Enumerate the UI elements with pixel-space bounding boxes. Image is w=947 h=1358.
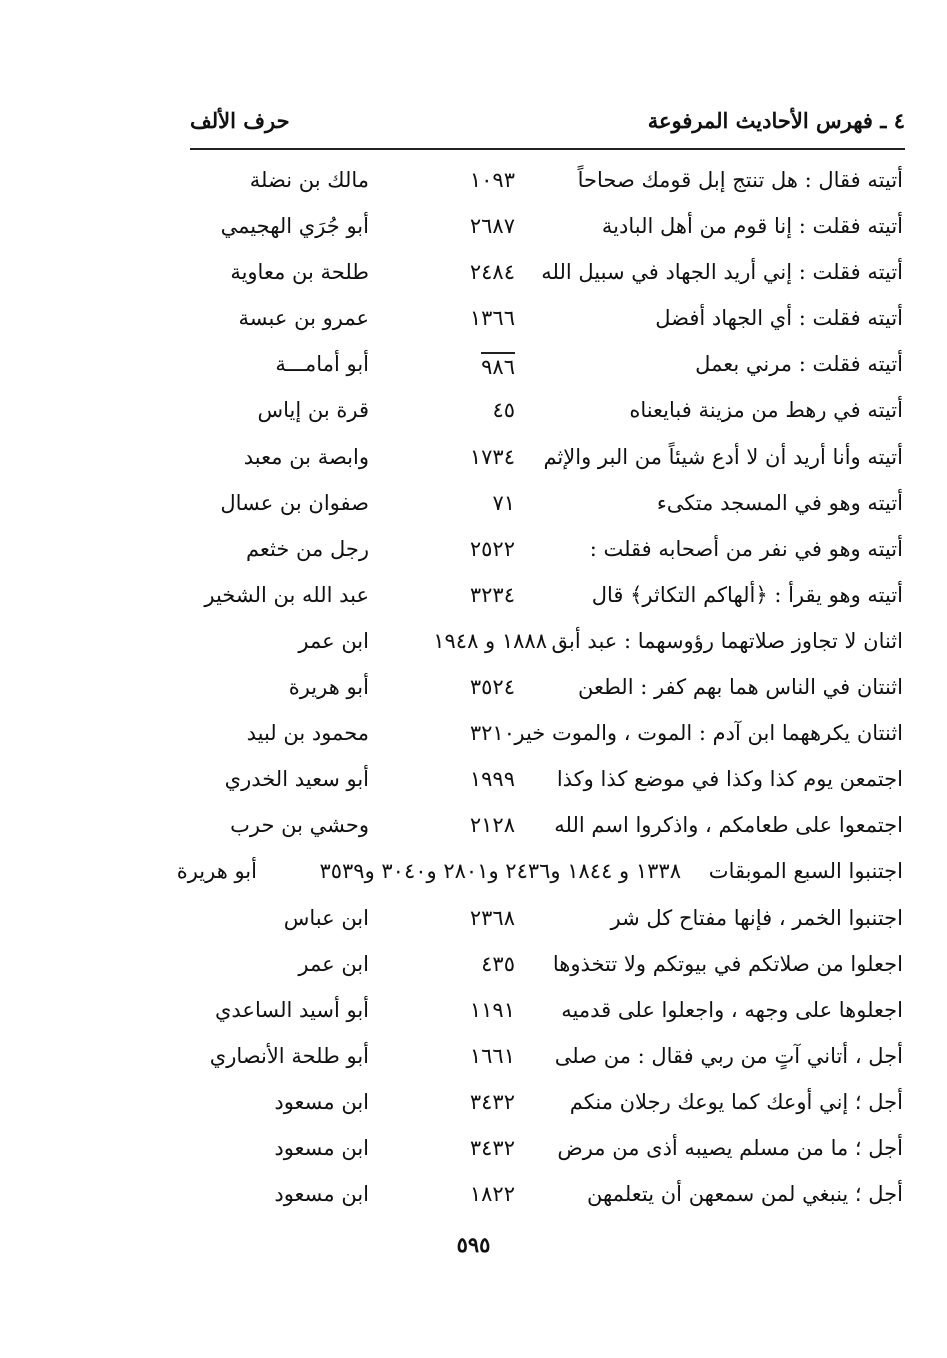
index-entry — [0, 667, 947, 713]
hadith-text: أتيته فقلت : إني أريد الجهاد في سبيل الله — [541, 260, 903, 285]
index-entry — [0, 344, 947, 390]
hadith-number: ٢٣٦٨ — [469, 905, 515, 930]
narrator: طلحة بن معاوية — [230, 260, 369, 285]
hadith-number: ١٨٨٨ و ١٩٤٨ — [433, 628, 547, 653]
narrator: ابن عباس — [283, 905, 369, 930]
narrator: أبو هريرة — [176, 859, 257, 884]
hadith-number: ٢٤٨٤ — [469, 260, 515, 285]
hadith-number: ١٩٩٩ — [469, 767, 515, 792]
narrator: ابن مسعود — [274, 1182, 369, 1207]
index-entry — [0, 298, 947, 344]
hadith-number: ٧١ — [492, 490, 515, 515]
hadith-text: أجل ؛ إني أوعك كما يوعك رجلان منكم — [569, 1089, 903, 1114]
narrator: ابن عمر — [298, 951, 369, 976]
narrator: وابصة بن معبد — [243, 444, 369, 469]
index-entry — [0, 575, 947, 621]
index-entry — [0, 1128, 947, 1174]
index-entry — [0, 160, 947, 206]
hadith-text: أتيته وهو يقرأ : ﴿ألهاكم التكاثر﴾ قال — [591, 582, 903, 607]
hadith-text: أجل ، أتاني آتٍ من ربي فقال : من صلى — [554, 1043, 903, 1068]
index-entry — [0, 390, 947, 436]
index-entry — [0, 713, 947, 759]
narrator: ابن مسعود — [274, 1135, 369, 1160]
letter-title: حرف الألف — [190, 107, 290, 133]
narrator: أبو طلحة الأنصاري — [209, 1043, 369, 1068]
hadith-text: اجتنبوا السبع الموبقات — [708, 859, 903, 884]
narrator: أبو جُرَي الهجيمي — [220, 214, 369, 239]
hadith-number: ٢٦٨٧ — [469, 214, 515, 239]
hadith-number: ١٨٢٢ — [469, 1182, 515, 1207]
hadith-text: أتيته فقال : هل تنتج إبل قومك صحاحاً — [577, 168, 903, 192]
hadith-text: أجل ؛ ما من مسلم يصيبه أذى من مرض — [557, 1135, 903, 1160]
index-entry — [0, 252, 947, 298]
narrator: صفوان بن عسال — [220, 490, 369, 515]
index-entry — [0, 206, 947, 252]
hadith-number: ١١٩١ — [469, 997, 515, 1022]
narrator: عبد الله بن الشخير — [204, 582, 369, 607]
index-entry — [0, 851, 947, 897]
index-entry — [0, 529, 947, 575]
hadith-text: أجل ؛ ينبغي لمن سمعهن أن يتعلمهن — [587, 1182, 903, 1207]
hadith-text: أتيته فقلت : إنا قوم من أهل البادية — [601, 214, 903, 239]
hadith-number: ٣٤٣٢ — [469, 1089, 515, 1114]
hadith-number: ١٣٦٦ — [469, 306, 515, 331]
hadith-number: ٢٥٢٢ — [469, 536, 515, 561]
index-entry — [0, 990, 947, 1036]
hadith-number: ٤٥ — [492, 398, 515, 423]
hadith-text: أتيته في رهط من مزينة فبايعناه — [629, 398, 903, 423]
narrator: عمرو بن عبسة — [238, 306, 369, 331]
hadith-text: اجتنبوا الخمر ، فإنها مفتاح كل شر — [610, 905, 903, 930]
section-title: ٤ ـ فهرس الأحاديث المرفوعة — [647, 107, 905, 133]
hadith-number: ١٠٩٣ — [469, 168, 515, 192]
hadith-index-list — [0, 160, 947, 1220]
hadith-text: أتيته فقلت : أي الجهاد أفضل — [655, 306, 903, 331]
page-number: ٥٩٥ — [456, 1232, 491, 1257]
hadith-number: ٢١٢٨ — [469, 813, 515, 838]
hadith-text: أتيته وهو في نفر من أصحابه فقلت : — [589, 536, 903, 561]
hadith-number: ٣٥٢٤ — [469, 675, 515, 700]
hadith-number: ٣٢٣٤ — [469, 582, 515, 607]
narrator: قرة بن إياس — [257, 398, 369, 423]
narrator: أبو أسيد الساعدي — [214, 997, 369, 1022]
hadith-text: أتيته وهو في المسجد متكىء — [656, 490, 903, 515]
header-rule — [190, 148, 905, 150]
index-entry — [0, 483, 947, 529]
index-entry — [0, 1082, 947, 1128]
hadith-number: ١٣٣٨ و ١٨٤٤ و٢٤٣٦ و٢٨٠١ و٣٠٤٠ و٣٥٣٩ — [319, 859, 681, 884]
index-entry — [0, 898, 947, 944]
narrator: ابن مسعود — [274, 1089, 369, 1114]
narrator: أبو سعيد الخدري — [224, 767, 369, 792]
hadith-text: اثنتان يكرههما ابن آدم : الموت ، والموت خير — [514, 721, 903, 746]
index-entry — [0, 759, 947, 805]
hadith-text: أتيته فقلت : مرني بعمل — [695, 352, 903, 377]
narrator: ابن عمر — [298, 628, 369, 653]
narrator: محمود بن لبيد — [246, 721, 369, 746]
index-entry — [0, 1036, 947, 1082]
hadith-text: اثنتان في الناس هما بهم كفر : الطعن — [577, 675, 903, 700]
narrator: أبو أمامـــة — [275, 352, 369, 377]
index-entry — [0, 621, 947, 667]
narrator: وحشي بن حرب — [230, 813, 369, 838]
index-entry — [0, 1174, 947, 1220]
hadith-number: ١٧٣٤ — [469, 444, 515, 469]
hadith-text: اجتمعن يوم كذا وكذا في موضع كذا وكذا — [556, 767, 903, 792]
narrator: أبو هريرة — [288, 675, 369, 700]
hadith-text: اجعلوا من صلاتكم في بيوتكم ولا تتخذوها — [552, 951, 903, 976]
page-header — [190, 100, 905, 140]
hadith-number: ٩٨٦ — [481, 352, 515, 379]
narrator: مالك بن نضلة — [249, 168, 369, 192]
hadith-text: اجعلوها على وجهه ، واجعلوا على قدميه — [561, 997, 903, 1022]
hadith-number: ٣٢١٠ — [469, 721, 515, 746]
index-entry — [0, 805, 947, 851]
hadith-text: اجتمعوا على طعامكم ، واذكروا اسم الله — [554, 813, 903, 838]
hadith-text: اثنان لا تجاوز صلاتهما رؤوسهما : عبد أبق — [551, 628, 903, 653]
hadith-text: أتيته وأنا أريد أن لا أدع شيئاً من البر والإثم — [543, 444, 903, 469]
index-entry — [0, 944, 947, 990]
narrator: رجل من خثعم — [245, 536, 369, 561]
hadith-number: ٣٤٣٢ — [469, 1135, 515, 1160]
index-entry — [0, 437, 947, 483]
hadith-number: ٤٣٥ — [481, 951, 515, 976]
hadith-number: ١٦٦١ — [469, 1043, 515, 1068]
